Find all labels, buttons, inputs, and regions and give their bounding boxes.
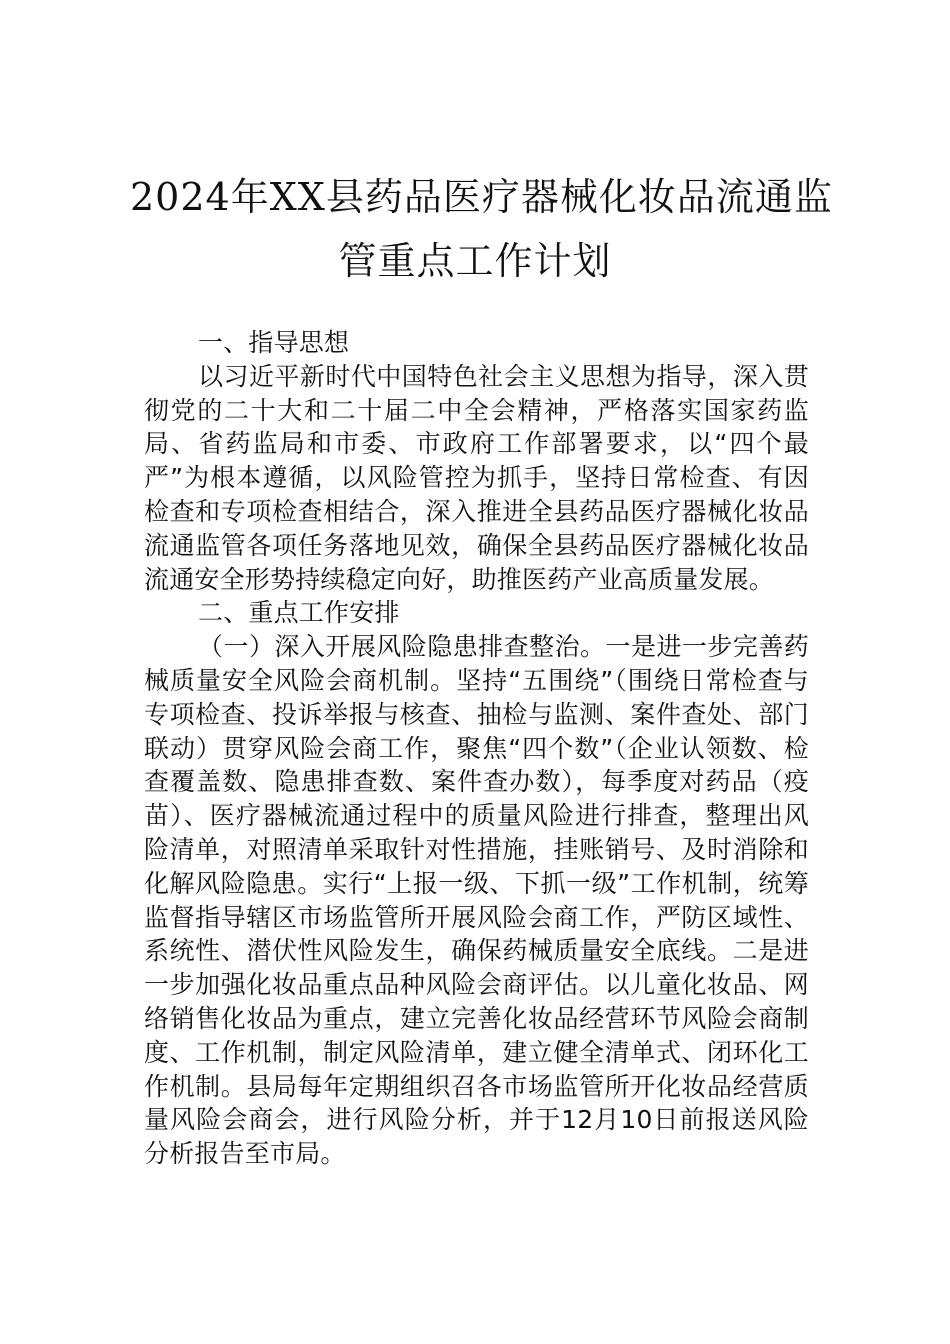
document-title-line-2: 管重点工作计划 <box>338 239 612 283</box>
document-title-line-1: 2024年XX县药品医疗器械化妆品流通监 <box>130 175 833 219</box>
paragraph-risk-investigation: （一）深入开展风险隐患排查整治。一是进一步完善药械质量安全风险会商机制。坚持“五围绕”（围绕日常检查与专项检查、投诉举报与核查、抽检与监测、案件查处、部门联动）贯穿风险会商工作，聚焦“四个数”（企业认领数、检查覆盖数、隐患排查数、案件查办数），每季度对药品（疫苗）、医疗器械流通过程中的质量风险进行排查，整理出风险清单，对照清单采取针对性措施，挂账销号、及时消除和化解风险隐患。实行“上报一级、下抓一级”工作机制，统筹监督指导辖区市场监管所开展风险会商工作，严防区域性、系统性、潜伏性风险发生，确保药械质量安全底线。二是进一步加强化妆品重点品种风险会商评估。以儿童化妆品、网络销售化妆品为重点，建立完善化妆品经营环节风险会商制度、工作机制，制定风险清单，建立健全清单式、闭环化工作机制。县局每年定期组织召各市场监管所开化妆品经营质量风险会商会，进行风险分析，并于12月10日前报送风险分析报告至市局。 <box>144 632 809 1169</box>
section-heading-key-work: 二、重点工作安排 <box>198 598 400 628</box>
paragraph-guiding-ideology: 以习近平新时代中国特色社会主义思想为指导，深入贯彻党的二十大和二十届二中全会精神，严格落实国家药监局、省药监局和市委、市政府工作部署要求，以“四个最严”为根本遵循，以风险管控为抓手，坚持日常检查、有因检查和专项检查相结合，深入推进全县药品医疗器械化妆品流通监管各项任务落地见效，确保全县药品医疗器械化妆品流通安全形势持续稳定向好，助推医药产业高质量发展。 <box>144 361 809 594</box>
section-heading-guiding-ideology: 一、指导思想 <box>198 328 350 357</box>
document-body <box>144 326 809 1171</box>
